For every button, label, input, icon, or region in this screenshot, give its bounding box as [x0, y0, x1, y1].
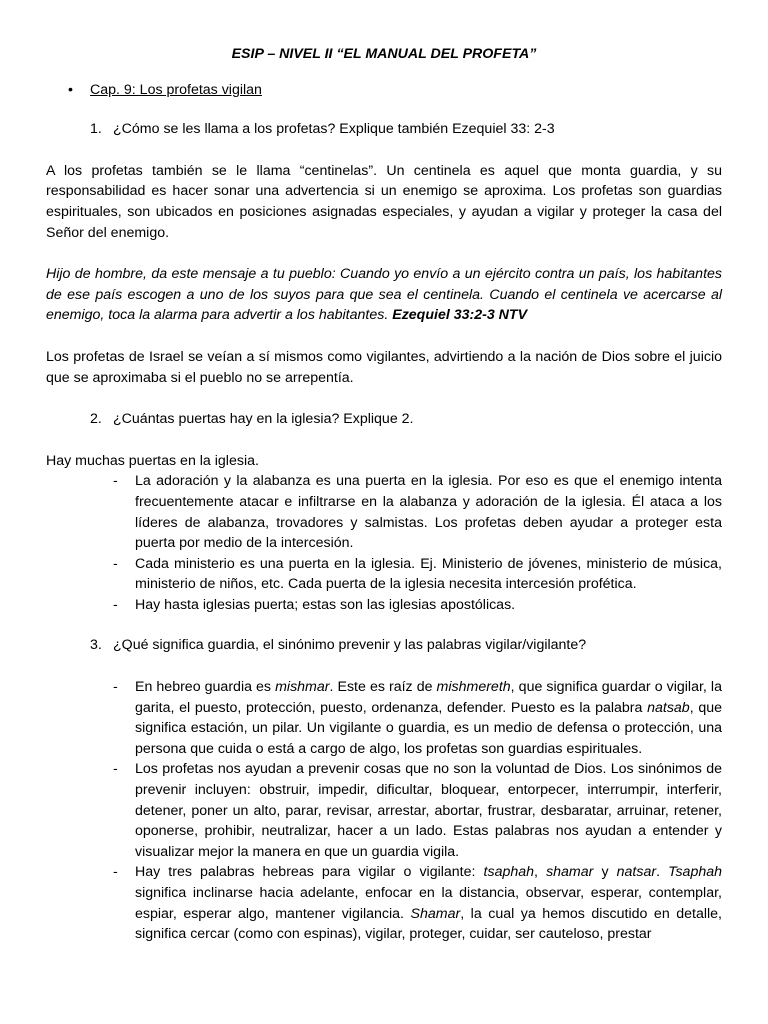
- text-run: significa inclinarse hacia adelante, enfocar en la distancia, observar, esperar, contemplar, espiar, esperar algo, mantener vigilancia.: [135, 885, 722, 922]
- dash-marker: -: [113, 596, 118, 613]
- hebrew-term: natsar: [616, 864, 657, 881]
- question-number: 3.: [90, 637, 102, 654]
- list-item-text: La adoración y la alabanza es una puerta en la iglesia. Por eso es que el enemigo intenta frecuentemente atacar e infiltrarse en la alabanza y adoración de la iglesia. Él ataca a los líderes de alabanza, trovadores y salmistas. Los profetas deben ayudar a proteger esta puerta por medio de la intercesión.: [135, 473, 722, 552]
- question-text: ¿Cómo se les llama a los profetas? Explique también Ezequiel 33: 2-3: [113, 121, 555, 138]
- chapter-heading: Cap. 9: Los profetas vigilan: [90, 81, 262, 98]
- answer-paragraph-2: Los profetas de Israel se veían a sí mismos como vigilantes, advirtiendo a la nación de Dios sobre el juicio que se aproximaba si el pueblo no se arrepentía.: [46, 348, 722, 386]
- hebrew-term: Shamar: [410, 905, 461, 922]
- chapter-bullet: [46, 80, 722, 101]
- list-item: [46, 759, 722, 862]
- list-item-text: Los profetas nos ayudan a prevenir cosas que no son la voluntad de Dios. Los sinónimos de prevenir incluyen: obstruir, impedir, dificultar, bloquear, entorpecer, interrumpir, interferir, detener, poner un alto, parar, revisar, arrestar, abortar, frustrar, desbaratar, arruinar, retener, oponerse, prohibir, neutralizar, hacer a un lado. Estas palabras nos ayudan a entender y visualizar mejor la manera en que un guardia vigila.: [135, 761, 722, 860]
- spacer: [46, 615, 722, 635]
- text-run: , que significa guardar o vigilar, la garita, el puesto, protección, puesto, ordenanza, defender. Puesto es la palabra: [135, 679, 722, 716]
- question-number: 1.: [90, 121, 102, 138]
- question-2: [46, 409, 722, 430]
- list-item-text: Cada ministerio es una puerta en la iglesia. Ej. Ministerio de jóvenes, ministerio de música, ministerio de niños, etc. Cada puerta de la iglesia necesita intercesión profética.: [135, 555, 722, 593]
- list-item: [46, 862, 722, 944]
- text-run: .: [656, 864, 669, 881]
- text-run: . Este es raíz de: [329, 679, 437, 696]
- hebrew-term: natsab: [647, 699, 690, 716]
- question-3: [46, 635, 722, 656]
- question-number: 2.: [90, 411, 102, 428]
- text-run: , la cual ya hemos discutido en detalle, significa cercar (como con espinas), vigilar, proteger, cuidar, ser cauteloso, prestar: [135, 905, 722, 943]
- definitions-list: [46, 677, 722, 945]
- document-title: ESIP – NIVEL II “EL MANUAL DEL PROFETA”: [231, 46, 537, 62]
- hebrew-term: mishmar: [275, 679, 330, 696]
- text-run: , que significa estación, un pilar. Un vigilante o guardia, es un medio de defensa o protección, una persona que cuida o está a cargo de algo, los profetas son guardias espirituales.: [135, 699, 722, 757]
- text-run: Hay tres palabras hebreas para vigilar o vigilante:: [135, 864, 484, 881]
- answer-paragraph-3: Hay muchas puertas en la iglesia.: [46, 452, 259, 469]
- text-run: ,: [534, 864, 547, 881]
- dash-marker: -: [113, 864, 118, 881]
- text-run: y: [593, 864, 617, 881]
- list-item: [46, 554, 722, 595]
- quote-reference: Ezequiel 33:2-3 NTV: [392, 307, 528, 324]
- dash-marker: -: [113, 679, 118, 696]
- scripture-quote: [46, 264, 722, 326]
- list-item: [46, 595, 722, 616]
- question-text: ¿Qué significa guardia, el sinónimo prevenir y las palabras vigilar/vigilante?: [113, 637, 587, 654]
- bullet-dot: •: [68, 81, 73, 98]
- list-item-text: Hay hasta iglesias puerta; estas son las iglesias apostólicas.: [135, 596, 516, 613]
- list-item: [46, 471, 722, 553]
- hebrew-term: Tsaphah: [668, 864, 723, 881]
- answer-paragraph-1: A los profetas también se le llama “centinelas”. Un centinela es aquel que monta guardia, y su responsabilidad es hacer sonar una advertencia si un enemigo se aproxima. Los profetas son guardias espirituales, son ubicados en posiciones asignadas especiales, y ayudan a vigilar y proteger la casa del Señor del enemigo.: [46, 162, 722, 241]
- text-run: En hebreo guardia es: [135, 679, 276, 696]
- doors-list: [46, 471, 722, 615]
- quote-text: Hijo de hombre, da este mensaje a tu pueblo: Cuando yo envío a un ejército contra un país, los habitantes de ese país escogen a uno de los suyos para que sea el centinela. Cuando el centinela ve acercarse al enemigo, toca la alarma para advertir a los habitantes.: [46, 266, 722, 324]
- question-text: ¿Cuántas puertas hay en la iglesia? Explique 2.: [113, 411, 414, 428]
- hebrew-term: mishmereth: [436, 679, 511, 696]
- hebrew-term: shamar: [546, 864, 594, 881]
- dash-marker: -: [113, 761, 118, 778]
- dash-marker: -: [113, 473, 118, 490]
- question-1: [46, 119, 722, 140]
- hebrew-term: tsaphah: [483, 864, 535, 881]
- dash-marker: -: [113, 555, 118, 572]
- list-item: [46, 677, 722, 759]
